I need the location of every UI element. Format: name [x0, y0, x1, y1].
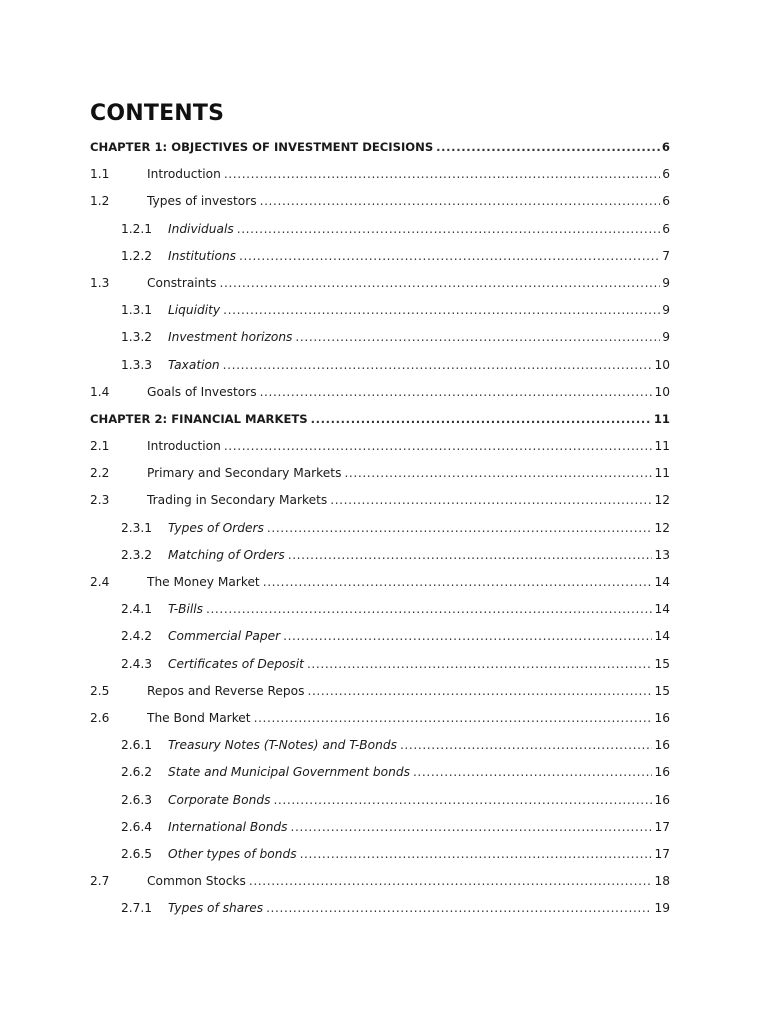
toc-entry-number: 1.3 [90, 275, 110, 290]
dot-leader [283, 623, 652, 650]
toc-entry-number: 2.6.2 [121, 765, 153, 780]
toc-entry-page-number: 17 [654, 846, 670, 861]
toc-entry-page-number: 6 [662, 194, 670, 209]
toc-entry-page-number: 15 [654, 656, 670, 671]
toc-entry-page-number: 14 [654, 602, 670, 617]
toc-entry-label: Corporate Bonds [168, 792, 271, 807]
toc-entry-section[interactable] [90, 188, 670, 215]
toc-entry-number: 2.4.1 [121, 602, 153, 617]
toc-entry-subsection[interactable] [90, 814, 670, 841]
toc-entry-number: 1.3.2 [121, 330, 153, 345]
dot-leader [237, 216, 661, 243]
toc-entry-label: State and Municipal Government bonds [168, 765, 410, 780]
toc-entry-page-number: 7 [662, 248, 670, 263]
toc-entry-number: 2.7.1 [121, 901, 153, 916]
toc-entry-label: Treasury Notes (T-Notes) and T-Bonds [168, 738, 397, 753]
toc-entry-page-number: 11 [654, 466, 670, 481]
dot-leader [260, 188, 661, 215]
toc-entry-page-number: 15 [654, 683, 670, 698]
toc-entry-section[interactable] [90, 569, 670, 596]
dot-leader [220, 270, 661, 297]
toc-entry-number: 1.2.1 [121, 221, 153, 236]
toc-entry-page-number: 17 [654, 819, 670, 834]
toc-entry-subsection[interactable] [90, 623, 670, 650]
toc-entry-page-number: 6 [662, 221, 670, 236]
toc-entry-subsection[interactable] [90, 216, 670, 243]
dot-leader [223, 352, 653, 379]
toc-entry-label: Other types of bonds [168, 846, 297, 861]
dot-leader [344, 460, 652, 487]
toc-entry-section[interactable] [90, 678, 670, 705]
toc-entry-section[interactable] [90, 433, 670, 460]
dot-leader [224, 433, 653, 460]
toc-entry-section[interactable] [90, 161, 670, 188]
toc-entry-label: Types of Orders [168, 520, 264, 535]
toc-entry-label: Investment horizons [168, 330, 293, 345]
toc-entry-section[interactable] [90, 270, 670, 297]
toc-entry-page-number: 16 [654, 710, 670, 725]
toc-entry-number: 2.6 [90, 710, 110, 725]
toc-entry-label: Matching of Orders [168, 547, 285, 562]
toc-entry-page-number: 9 [662, 275, 670, 290]
dot-leader [254, 705, 653, 732]
toc-entry-subsection[interactable] [90, 243, 670, 270]
page-title: CONTENTS [90, 101, 225, 126]
toc-entry-section[interactable] [90, 705, 670, 732]
dot-leader [413, 759, 653, 786]
toc-entry-number: 2.3.1 [121, 520, 153, 535]
toc-entry-subsection[interactable] [90, 352, 670, 379]
toc-entry-number: 2.4 [90, 575, 110, 589]
dot-leader [223, 297, 660, 324]
toc-entry-number: 2.7 [90, 874, 110, 889]
toc-entry-section[interactable] [90, 460, 670, 487]
dot-leader [307, 651, 653, 678]
toc-entry-subsection[interactable] [90, 297, 670, 324]
toc-entry-label: Types of investors [147, 194, 257, 209]
toc-entry-number: 2.5 [90, 683, 110, 698]
toc-entry-label: Certificates of Deposit [168, 656, 304, 671]
toc-entry-label: International Bonds [168, 819, 288, 834]
dot-leader [288, 542, 653, 569]
toc-entry-number: 2.6.3 [121, 792, 153, 807]
toc-entry-number: 2.3 [90, 493, 110, 508]
dot-leader [273, 787, 652, 814]
toc-entry-chapter[interactable] [90, 406, 670, 433]
toc-entry-subsection[interactable] [90, 542, 670, 569]
toc-entry-page-number: 9 [662, 303, 670, 318]
toc-entry-page-number: 9 [662, 330, 670, 345]
toc-entry-number: 1.3.3 [121, 357, 153, 372]
dot-leader [249, 868, 653, 895]
toc-entry-label: Commercial Paper [168, 629, 281, 644]
dot-leader [263, 569, 653, 596]
toc-entry-page-number: 12 [654, 493, 670, 508]
toc-entry-number: 2.4.2 [121, 629, 153, 644]
toc-entry-page-number: 11 [654, 439, 670, 454]
toc-entry-page-number: 16 [654, 765, 670, 780]
table-of-contents [90, 134, 670, 922]
dot-leader [224, 161, 660, 188]
toc-entry-number: 1.2.2 [121, 248, 153, 263]
toc-entry-page-number: 16 [654, 738, 670, 753]
toc-entry-number: 1.2 [90, 194, 110, 209]
toc-entry-label: T-Bills [168, 602, 203, 617]
toc-entry-label: CHAPTER 1: OBJECTIVES OF INVESTMENT DECISIONS [90, 140, 434, 154]
toc-entry-page-number: 19 [654, 901, 670, 916]
toc-entry-page-number: 14 [654, 575, 670, 589]
dot-leader [300, 841, 653, 868]
toc-entry-number: 2.4.3 [121, 656, 153, 671]
toc-entry-label: Types of shares [168, 901, 264, 916]
toc-entry-number: 2.2 [90, 466, 110, 481]
toc-entry-subsection[interactable] [90, 787, 670, 814]
toc-entry-number: 1.1 [90, 167, 110, 182]
toc-entry-page-number: 10 [654, 384, 670, 399]
dot-leader [291, 814, 653, 841]
toc-entry-page-number: 18 [654, 874, 670, 889]
toc-entry-label: Common Stocks [147, 874, 246, 889]
toc-entry-label: Individuals [168, 221, 234, 236]
toc-entry-subsection[interactable] [90, 895, 670, 922]
toc-entry-page-number: 11 [653, 411, 670, 426]
toc-entry-label: CHAPTER 2: FINANCIAL MARKETS [90, 411, 308, 426]
toc-entry-section[interactable] [90, 487, 670, 514]
toc-entry-subsection[interactable] [90, 732, 670, 759]
toc-entry-label: Liquidity [168, 303, 221, 318]
dot-leader [267, 515, 653, 542]
toc-entry-page-number: 13 [654, 547, 670, 562]
dot-leader [295, 324, 660, 351]
dot-leader [307, 678, 652, 705]
toc-entry-label: The Bond Market [147, 710, 251, 725]
dot-leader [436, 134, 660, 161]
toc-entry-section[interactable] [90, 868, 670, 895]
toc-entry-label: Taxation [168, 357, 220, 372]
toc-entry-subsection[interactable] [90, 515, 670, 542]
toc-entry-section[interactable] [90, 379, 670, 406]
toc-entry-label: Introduction [147, 439, 221, 454]
toc-entry-page-number: 14 [654, 629, 670, 644]
dot-leader [400, 732, 653, 759]
toc-entry-label: Repos and Reverse Repos [147, 683, 305, 698]
toc-entry-label: Primary and Secondary Markets [147, 466, 342, 481]
toc-entry-page-number: 16 [654, 792, 670, 807]
dot-leader [260, 379, 653, 406]
dot-leader [206, 596, 653, 623]
toc-entry-label: Trading in Secondary Markets [147, 493, 328, 508]
toc-entry-label: Introduction [147, 167, 221, 182]
dot-leader [311, 406, 652, 433]
toc-entry-page-number: 6 [661, 140, 670, 154]
dot-leader [330, 487, 652, 514]
toc-entry-number: 2.1 [90, 439, 110, 454]
toc-entry-number: 2.3.2 [121, 547, 153, 562]
toc-entry-number: 1.3.1 [121, 303, 153, 318]
toc-entry-page-number: 12 [654, 520, 670, 535]
toc-entry-subsection[interactable] [90, 841, 670, 868]
toc-entry-number: 1.4 [90, 384, 110, 399]
toc-entry-label: Institutions [168, 248, 237, 263]
toc-entry-number: 2.6.1 [121, 738, 153, 753]
toc-entry-chapter[interactable] [90, 134, 670, 161]
toc-entry-label: The Money Market [147, 575, 260, 589]
toc-entry-label: Goals of Investors [147, 384, 257, 399]
toc-entry-subsection[interactable] [90, 596, 670, 623]
toc-entry-subsection[interactable] [90, 651, 670, 678]
toc-entry-number: 2.6.5 [121, 846, 153, 861]
toc-entry-page-number: 6 [662, 167, 670, 182]
toc-entry-label: Constraints [147, 275, 217, 290]
toc-entry-subsection[interactable] [90, 324, 670, 351]
toc-entry-page-number: 10 [654, 357, 670, 372]
dot-leader [266, 895, 652, 922]
toc-entry-subsection[interactable] [90, 759, 670, 786]
dot-leader [239, 243, 660, 270]
toc-entry-number: 2.6.4 [121, 819, 153, 834]
